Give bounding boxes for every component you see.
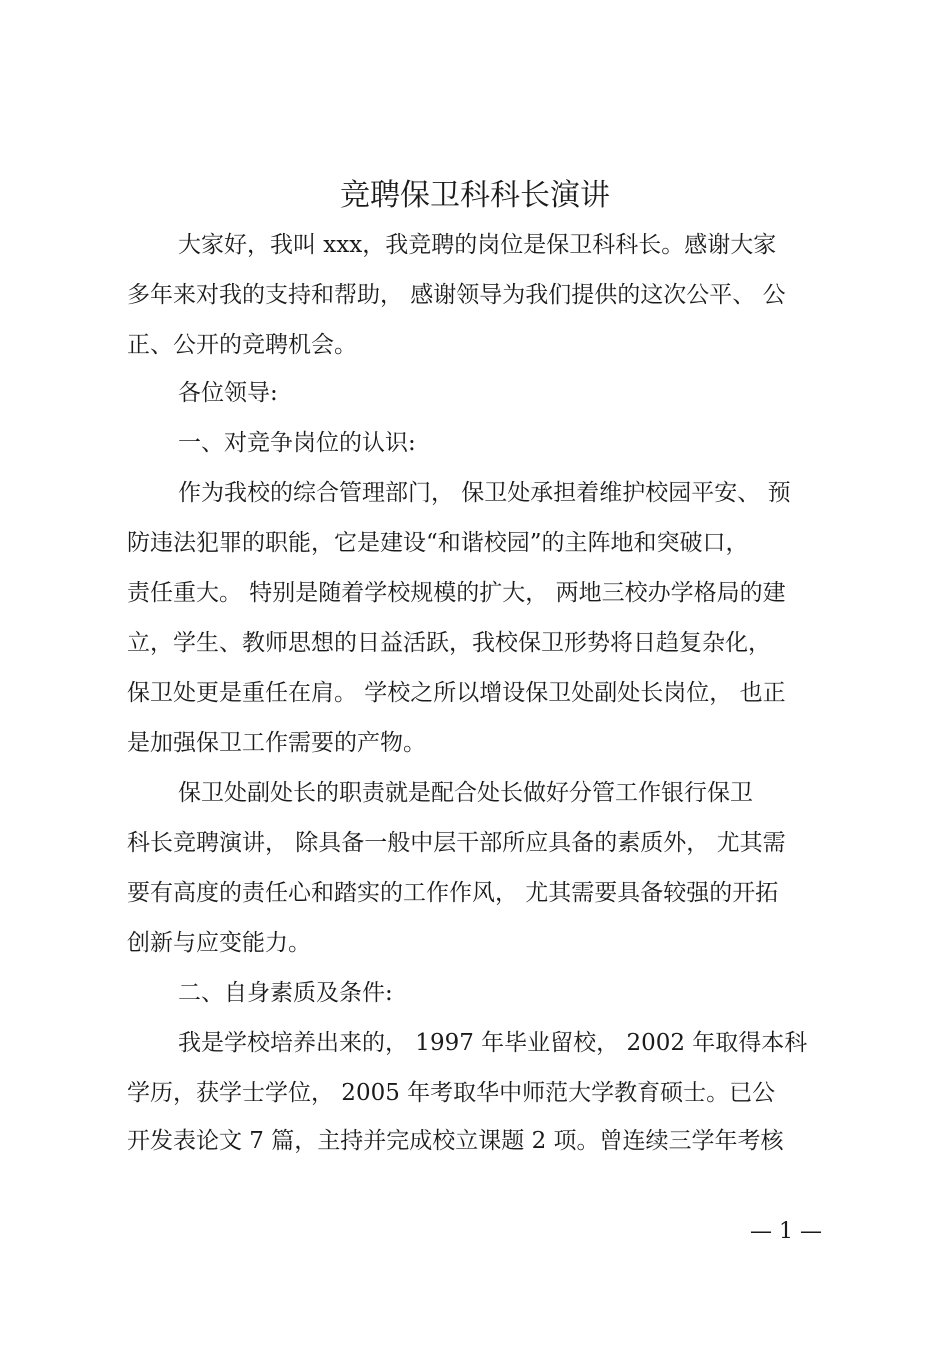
text-line-2: 多年来对我的支持和帮助， 感谢领导为我们提供的这次公平、 公 xyxy=(127,282,786,308)
text-line-1: 大家好，我叫 xxx，我竞聘的岗位是保卫科科长。感谢大家 xyxy=(178,232,777,258)
text-line-7: 防违法犯罪的职能，它是建设“和谐校园”的主阵地和突破口， xyxy=(127,530,749,556)
text-line-6: 作为我校的综合管理部门， 保卫处承担着维护校园平安、 预 xyxy=(178,480,791,506)
text-line-8: 责任重大。 特别是随着学校规模的扩大， 两地三校办学格局的建 xyxy=(127,580,786,606)
text-line-19: 开发表论文 7 篇，主持并完成校立课题 2 项。曾连续三学年考核 xyxy=(127,1128,784,1154)
text-line-16: 二、自身素质及条件: xyxy=(178,980,393,1006)
text-line-17: 我是学校培养出来的， 1997 年毕业留校， 2002 年取得本科 xyxy=(178,1030,808,1056)
text-line-11: 是加强保卫工作需要的产物。 xyxy=(127,730,426,756)
text-line-14: 要有高度的责任心和踏实的工作作风， 尤其需要具备较强的开拓 xyxy=(127,880,779,906)
text-line-18: 学历，获学士学位， 2005 年考取华中师范大学教育硕士。已公 xyxy=(127,1080,776,1106)
document-title: 竞聘保卫科科长演讲 xyxy=(340,178,610,213)
text-line-15: 创新与应变能力。 xyxy=(127,930,311,956)
page-number: — 1 — xyxy=(750,1219,822,1244)
text-line-13: 科长竞聘演讲， 除具备一般中层干部所应具备的素质外， 尤其需 xyxy=(127,830,786,856)
text-line-3: 正、公开的竞聘机会。 xyxy=(127,332,357,358)
text-line-5: 一、对竞争岗位的认识: xyxy=(178,430,416,456)
text-line-9: 立，学生、教师思想的日益活跃，我校保卫形势将日趋复杂化， xyxy=(127,630,771,656)
text-line-10: 保卫处更是重任在肩。 学校之所以增设保卫处副处长岗位， 也正 xyxy=(127,680,786,706)
text-line-12: 保卫处副处长的职责就是配合处长做好分管工作银行保卫 xyxy=(178,780,753,806)
text-line-4: 各位领导: xyxy=(178,380,278,406)
